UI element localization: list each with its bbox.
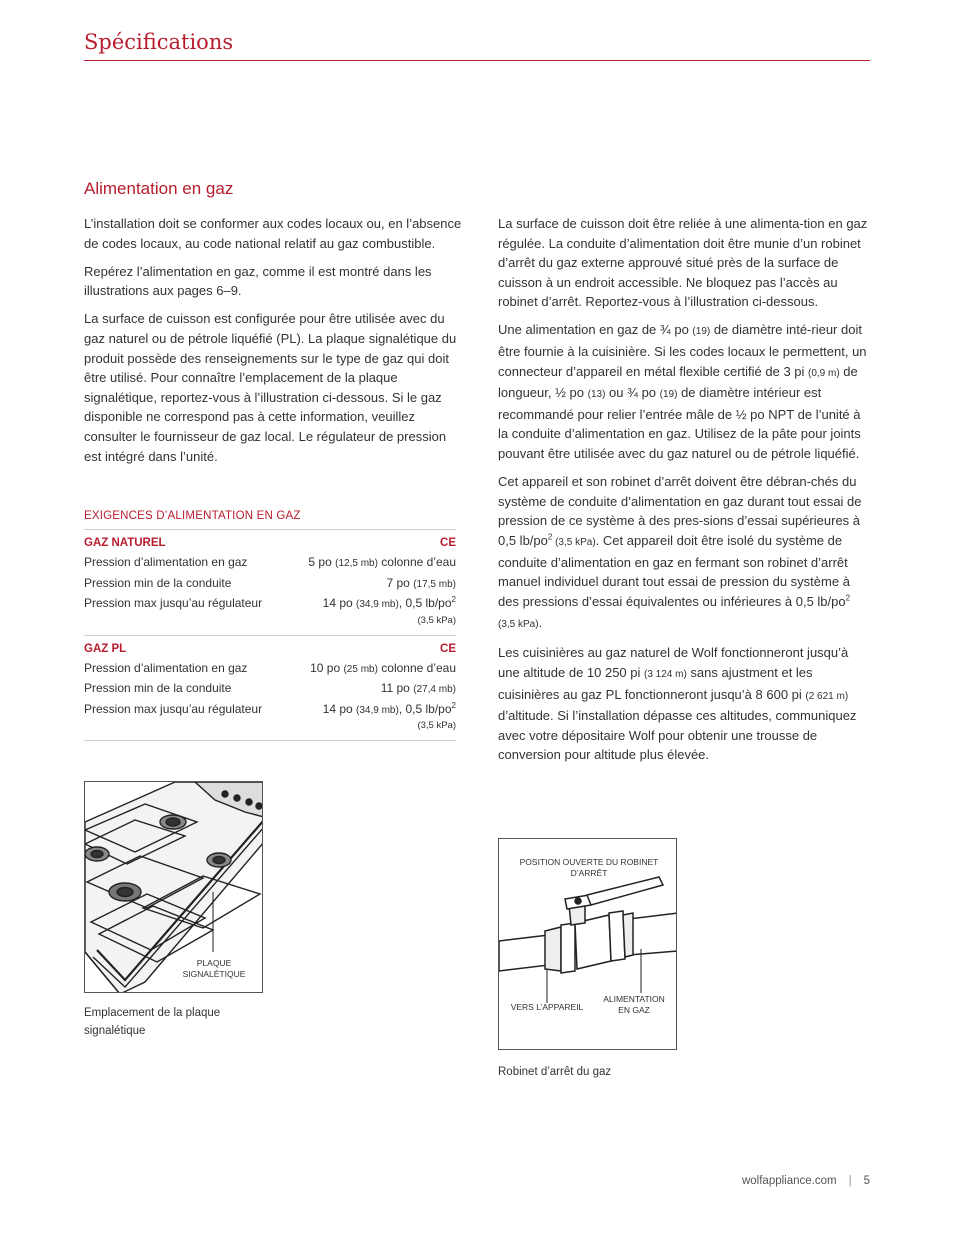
- right-column: [498, 214, 870, 773]
- right-paragraph-3: Cet appareil et son robinet d’arrêt doivent être débran-chés du système de conduite d’alimentation en gaz durant tout essai de pression de ce système à des pres-sions d’essai supérieures à 0,5 $lb/po^2$ (3,5 kPa). Cet appareil doit être isolé du système de conduite d’alimentation en gaz en fermant son robinet d’arrêt manuel individuel durant tout essai de pression du système à des pressions d’essai équivalentes ou inférieures à 0,5 $lb/po^2$ (3,5 kPa).: [498, 474, 862, 631]
- rating-plate-label: PLAQUE SIGNALÉTIQUE: [182, 958, 246, 979]
- natural-gas-group: [84, 529, 456, 626]
- page-number: 5: [863, 1175, 870, 1187]
- lp-gas-label: GAZ PL: [84, 642, 127, 655]
- lp-gas-group: [84, 635, 456, 732]
- table-row: [84, 659, 456, 680]
- cooktop-illustration: [84, 781, 263, 993]
- row-value: 11 po (27,4 mb): [380, 681, 456, 695]
- right-paragraph-4: Les cuisinières au gaz naturel de Wolf fonctionneront jusqu’à une altitude de 10 250 pi (3 124 m) sans ajustment et les cuisinières au gaz PL fonctionneront jusqu’à 8 600 pi (2 621 m) d’altitude. Si l’installation dépasse ces altitudes, communiquez avec votre dépositaire Wolf pour obtenir une trousse de conversion pour altitude plus élevée.: [498, 645, 857, 763]
- row-value: 14 po (34,9 mb), 0,5 $lb/po^2$: [322, 595, 456, 610]
- footer-separator: |: [848, 1175, 852, 1187]
- lp-gas-header: [84, 640, 456, 659]
- footer-website[interactable]: wolfappliance.com: [741, 1175, 837, 1187]
- row-label: Pression max jusqu’au régulateur: [84, 596, 263, 610]
- row-value: 14 po (34,9 mb), 0,5 $lb/po^2$: [322, 700, 456, 716]
- left-paragraph-1: L’installation doit se conformer aux codes locaux ou, en l’absence de codes locaux, au code national relatif au gaz combustible.: [84, 216, 462, 251]
- table-row: [84, 700, 456, 721]
- row-label: Pression max jusqu’au régulateur: [84, 701, 263, 716]
- section-heading: Alimentation en gaz: [84, 179, 234, 198]
- to-appliance-label: VERS L’APPAREIL: [510, 1002, 584, 1012]
- row-value: 5 po (12,5 mb) colonne d’eau: [308, 555, 456, 569]
- row-value: 7 po (17,5 mb): [386, 575, 456, 590]
- left-paragraph-3: La surface de cuisson est configurée pour être utilisée avec du gaz naturel ou de pétrole liquéfié (PL). La plaque signalétique du produit possède des renseignements sur le type de gaz qui doit être utilisé. Pour connaître l’emplacement de la plaque signalétique, reportez-vous à l’illustration ci-dessous. Si le gaz disponible ne correspond pas à cette information, veuillez consulter le fournisseur de gaz local. Le régulateur de pression est intégré dans l’unité.: [84, 311, 457, 464]
- row-label: Pression min de la conduite: [84, 575, 232, 590]
- page-title: Spécifications: [84, 30, 234, 54]
- valve-illustration: [498, 838, 677, 1050]
- row-value: 10 po (25 mb) colonne d’eau: [310, 660, 456, 675]
- table-row: [84, 594, 456, 615]
- left-column: [84, 214, 464, 475]
- table-row: [84, 574, 456, 595]
- table-row: [84, 553, 456, 574]
- row-value-kpa: (3,5 kPa): [417, 720, 456, 731]
- lp-gas-cert: CE: [440, 642, 456, 655]
- page-footer: [742, 1175, 870, 1187]
- row-label: Pression d’alimentation en gaz: [84, 660, 248, 675]
- row-label: Pression d’alimentation en gaz: [84, 555, 248, 569]
- natural-gas-cert: CE: [440, 537, 456, 549]
- requirements-title: EXIGENCES D’ALIMENTATION EN GAZ: [84, 510, 301, 522]
- valve-open-position-label: POSITION OUVERTE DU ROBINET D’ARRÊT: [519, 857, 659, 878]
- title-divider: [84, 60, 870, 61]
- valve-caption: Robinet d’arrêt du gaz: [498, 1066, 612, 1078]
- row-label: Pression min de la conduite: [84, 681, 232, 695]
- table-row: [84, 679, 456, 700]
- right-paragraph-2: Une alimentation en gaz de ¾ po (19) de diamètre inté-rieur doit être fournie à la cuisinière. Si les codes locaux le permettent, un connecteur d’appareil en métal flexible certifié de 3 pi (0,9 m) de longueur, ½ po (13) ou ¾ po (19) de diamètre intérieur est recommandé pour relier l’entrée mâle de ½ po NPT de l’unité à la conduite d’alimentation en gaz. Utilisez de la pâte pour joints pouvant être utilisée avec du gaz naturel ou de pétrole liquéfié.: [498, 322, 867, 462]
- table-bottom-rule: [84, 740, 456, 741]
- cooktop-caption: Emplacement de la plaque signalétique: [84, 1007, 221, 1037]
- left-paragraph-2: Repérez l’alimentation en gaz, comme il est montré dans les illustrations aux pages 6–9.: [84, 263, 432, 299]
- row-value-kpa: (3,5 kPa): [417, 614, 456, 626]
- natural-gas-label: GAZ NATUREL: [84, 537, 166, 549]
- requirements-table: [84, 529, 456, 741]
- right-paragraph-1: La surface de cuisson doit être reliée à une alimenta-tion en gaz régulée. La conduite d’alimentation doit être munie d’un robinet d’arrêt du gaz externe approuvé situé près de la surface de cuisson à un endroit accessible. Ne bloquez pas l’accès au robinet d’arrêt. Reportez-vous à l’illustration ci-dessous.: [498, 216, 868, 310]
- natural-gas-header: [84, 534, 456, 553]
- gas-supply-label: ALIMENTATION EN GAZ: [603, 994, 665, 1015]
